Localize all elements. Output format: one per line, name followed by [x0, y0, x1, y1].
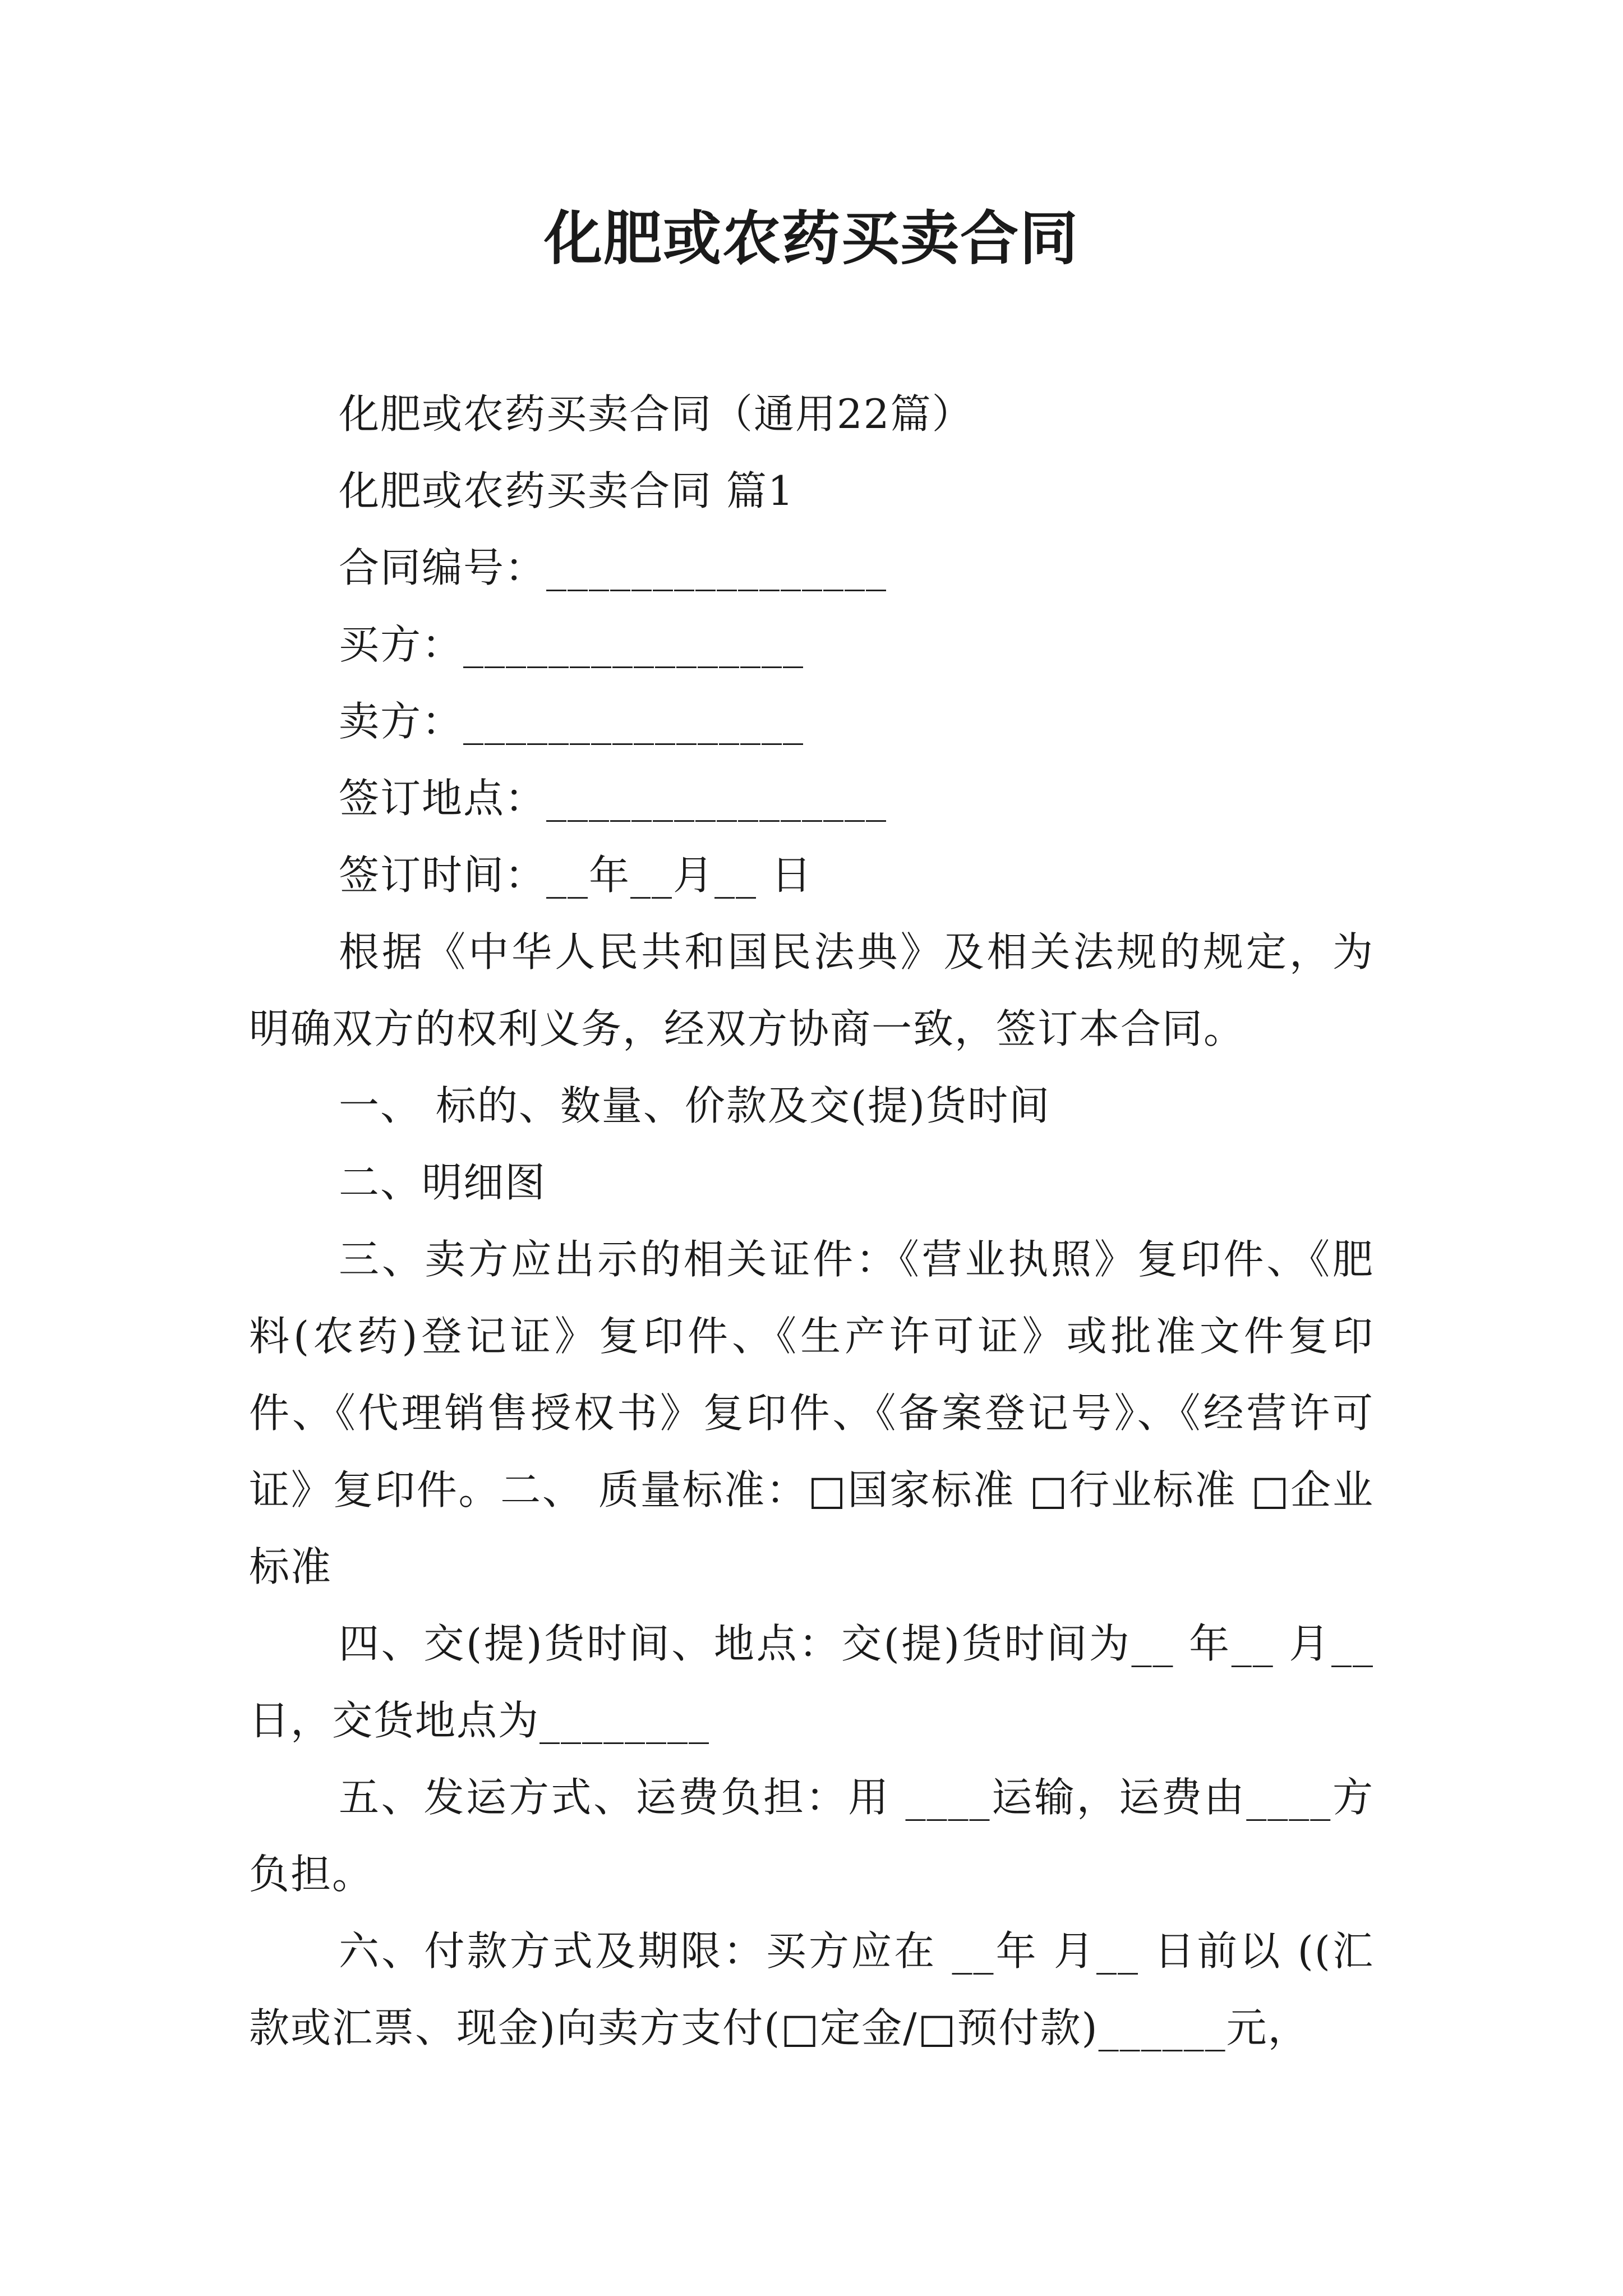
clause-1: 一、 标的、数量、价款及交(提)货时间: [339, 1082, 1051, 1129]
signing-date-line: 签订时间：__年__月__ 日: [339, 852, 813, 899]
seller-line: 卖方：________________: [339, 698, 805, 745]
clause-5: 五、发运方式、运费负担：用 ____运输，运费由____方负担。: [249, 1774, 1374, 1898]
contract-number-line: 合同编号：________________: [339, 544, 888, 591]
signing-place-line: 签订地点：________________: [339, 775, 888, 822]
clause-2: 二、明细图: [339, 1159, 547, 1206]
clause-6: 六、付款方式及期限：买方应在 __年 月__ 日前以 ((汇款或汇票、现金)向卖方支付(□定金/□预付款)______元，: [249, 1927, 1374, 2051]
buyer-line: 买方：________________: [339, 621, 805, 668]
document-body: [249, 376, 1374, 2067]
document-title: 化肥或农药买卖合同: [543, 204, 1079, 273]
subtitle-line: 化肥或农药买卖合同（通用22篇）: [339, 390, 974, 438]
preamble-paragraph: 根据《中华人民共和国民法典》及相关法规的规定，为明确双方的权利义务，经双方协商一致，签订本合同。: [249, 928, 1374, 1052]
clause-4: 四、交(提)货时间、地点：交(提)货时间为__ 年__ 月__日，交货地点为________: [249, 1620, 1374, 1744]
section-heading: 化肥或农药买卖合同 篇1: [339, 467, 795, 514]
clause-3: 三、卖方应出示的相关证件：《营业执照》复印件、《肥料(农药)登记证》复印件、《生产许可证》或批准文件复印件、《代理销售授权书》复印件、《备案登记号》、《经营许可证》复印件。二、 质量标准：□国家标准 □行业标准 □企业标准: [249, 1236, 1374, 1590]
